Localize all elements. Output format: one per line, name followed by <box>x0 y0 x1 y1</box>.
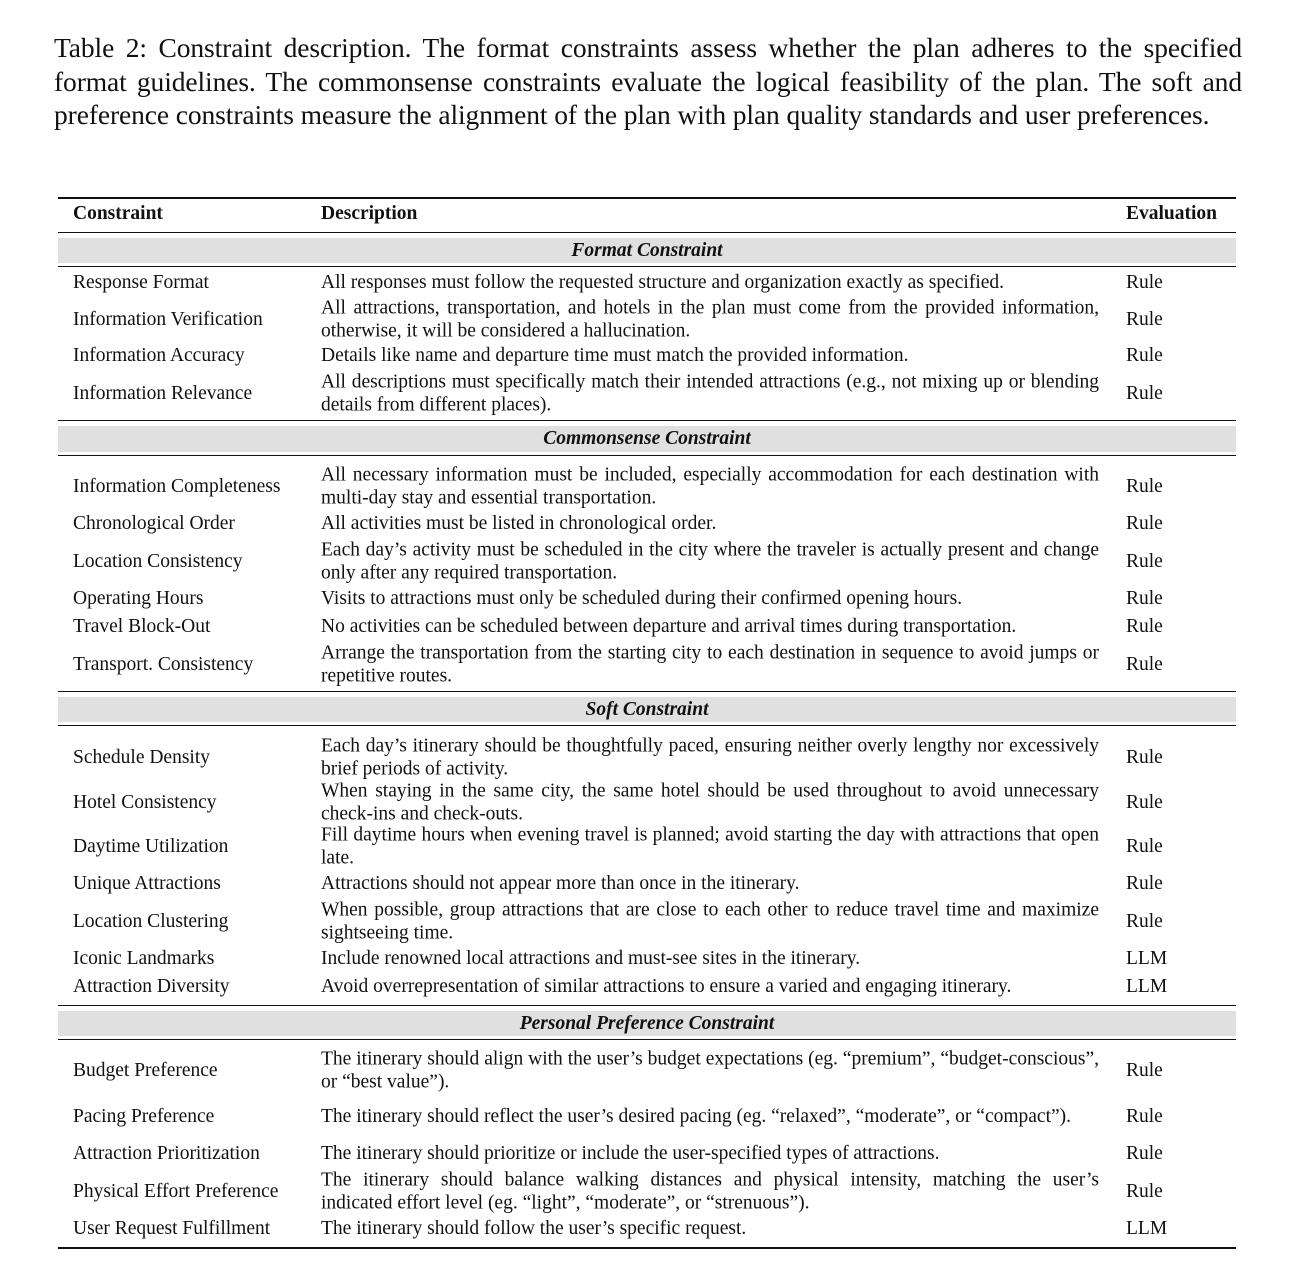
section-rule <box>58 1039 1236 1040</box>
section-header-personal-preference: Personal Preference Constraint <box>58 1011 1236 1036</box>
evaluation-method: Rule <box>1126 1106 1163 1127</box>
constraint-name: Schedule Density <box>73 747 211 768</box>
constraint-description: The itinerary should balance walking distances and physical intensity, matching the user’s indicated effort level (eg. “light”, “moderate”, or “strenuous”). <box>321 1169 1099 1213</box>
section-header-soft: Soft Constraint <box>58 697 1236 722</box>
evaluation-method: LLM <box>1126 948 1168 969</box>
evaluation-method: Rule <box>1126 1143 1163 1164</box>
evaluation-method: Rule <box>1126 1060 1163 1081</box>
constraint-description: All attractions, transportation, and hotels in the plan must come from the provided information, otherwise, it will be considered a hallucination. <box>321 297 1099 341</box>
constraint-description: Fill daytime hours when evening travel is planned; avoid starting the day with attractions that open late. <box>321 824 1099 868</box>
constraint-description: No activities can be scheduled between departure and arrival times during transportation. <box>321 615 1017 637</box>
constraint-description: All activities must be listed in chronological order. <box>321 512 717 534</box>
constraint-name: Physical Effort Preference <box>73 1181 279 1202</box>
evaluation-method: Rule <box>1126 476 1163 497</box>
constraint-name: Information Completeness <box>73 476 281 497</box>
constraint-name: Chronological Order <box>73 513 235 534</box>
constraint-description: Each day’s activity must be scheduled in the city where the traveler is actually present and change only after any required transportation. <box>321 539 1099 583</box>
evaluation-method: Rule <box>1126 654 1163 675</box>
evaluation-method: Rule <box>1126 1181 1163 1202</box>
section-header-commonsense: Commonsense Constraint <box>58 426 1236 452</box>
constraint-name: Budget Preference <box>73 1060 218 1081</box>
header-rule <box>58 232 1236 233</box>
evaluation-method: Rule <box>1126 792 1163 813</box>
constraint-description: All responses must follow the requested structure and organization exactly as specified. <box>321 271 1005 293</box>
constraint-name: Operating Hours <box>73 588 204 609</box>
constraint-name: Unique Attractions <box>73 873 221 894</box>
evaluation-method: Rule <box>1126 551 1163 572</box>
constraint-description: Include renowned local attractions and must-see sites in the itinerary. <box>321 947 861 969</box>
constraint-description: Avoid overrepresentation of similar attractions to ensure a varied and engaging itinerary. <box>321 975 1012 997</box>
evaluation-method: LLM <box>1126 976 1168 997</box>
constraint-description: When possible, group attractions that are close to each other to reduce travel time and maximize sightseeing time. <box>321 899 1099 943</box>
bottom-rule <box>58 1247 1236 1249</box>
evaluation-method: Rule <box>1126 836 1163 857</box>
section-rule <box>58 725 1236 726</box>
evaluation-method: LLM <box>1126 1218 1168 1239</box>
constraint-description: The itinerary should follow the user’s specific request. <box>321 1217 747 1239</box>
constraint-name: Location Clustering <box>73 911 229 932</box>
table-caption: Table 2: Constraint description. The format constraints assess whether the plan adheres to the specified format guidelines. The commonsense constraints evaluate the logical feasibility of the plan. The soft and preference constraints measure the alignment of the plan with plan quality standards and user preferences. <box>54 32 1242 130</box>
constraint-description: All necessary information must be included, especially accommodation for each destination with multi-day stay and essential transportation. <box>321 464 1099 508</box>
section-rule <box>58 691 1236 692</box>
constraint-name: Information Relevance <box>73 383 253 404</box>
constraint-name: Information Accuracy <box>73 345 245 366</box>
constraint-name: Attraction Diversity <box>73 976 230 997</box>
constraint-name: Location Consistency <box>73 551 243 572</box>
header-description: Description <box>321 203 418 224</box>
constraint-name: Iconic Landmarks <box>73 948 215 969</box>
evaluation-method: Rule <box>1126 616 1163 637</box>
constraint-description: The itinerary should align with the user’s budget expectations (eg. “premium”, “budget-conscious”, or “best value”). <box>321 1048 1099 1092</box>
constraint-name: Hotel Consistency <box>73 792 217 813</box>
top-rule <box>58 197 1236 199</box>
constraint-description: Arrange the transportation from the starting city to each destination in sequence to avoid jumps or repetitive routes. <box>321 642 1099 686</box>
evaluation-method: Rule <box>1126 911 1163 932</box>
section-header-format: Format Constraint <box>58 238 1236 263</box>
constraint-name: Information Verification <box>73 309 263 330</box>
evaluation-method: Rule <box>1126 272 1163 293</box>
constraint-description: Visits to attractions must only be scheduled during their confirmed opening hours. <box>321 587 963 609</box>
evaluation-method: Rule <box>1126 513 1163 534</box>
constraint-description: Each day’s itinerary should be thoughtfully paced, ensuring neither overly lengthy nor excessively brief periods of activity. <box>321 735 1099 779</box>
constraint-name: Pacing Preference <box>73 1106 215 1127</box>
section-rule <box>58 266 1236 267</box>
constraint-name: Response Format <box>73 272 209 293</box>
constraint-description: Attractions should not appear more than once in the itinerary. <box>321 872 800 894</box>
section-rule <box>58 1005 1236 1006</box>
evaluation-method: Rule <box>1126 345 1163 366</box>
constraint-description: When staying in the same city, the same hotel should be used throughout to avoid unnecessary check-ins and check-outs. <box>321 780 1099 824</box>
evaluation-method: Rule <box>1126 588 1163 609</box>
constraint-description: Details like name and departure time must match the provided information. <box>321 344 909 366</box>
header-constraint: Constraint <box>73 203 163 224</box>
section-rule <box>58 420 1236 421</box>
constraint-name: Travel Block-Out <box>73 616 211 637</box>
evaluation-method: Rule <box>1126 383 1163 404</box>
evaluation-method: Rule <box>1126 873 1163 894</box>
constraint-description: All descriptions must specifically match their intended attractions (e.g., not mixing up or blending details from different places). <box>321 371 1099 415</box>
header-evaluation: Evaluation <box>1126 203 1218 224</box>
constraint-description: The itinerary should reflect the user’s desired pacing (eg. “relaxed”, “moderate”, or “compact”). <box>321 1105 1072 1127</box>
constraint-name: Attraction Prioritization <box>73 1143 260 1164</box>
evaluation-method: Rule <box>1126 747 1163 768</box>
constraint-description: The itinerary should prioritize or include the user-specified types of attractions. <box>321 1142 940 1164</box>
constraint-name: User Request Fulfillment <box>73 1218 271 1239</box>
constraint-name: Transport. Consistency <box>73 654 254 675</box>
section-rule <box>58 455 1236 456</box>
constraint-name: Daytime Utilization <box>73 836 229 857</box>
evaluation-method: Rule <box>1126 309 1163 330</box>
